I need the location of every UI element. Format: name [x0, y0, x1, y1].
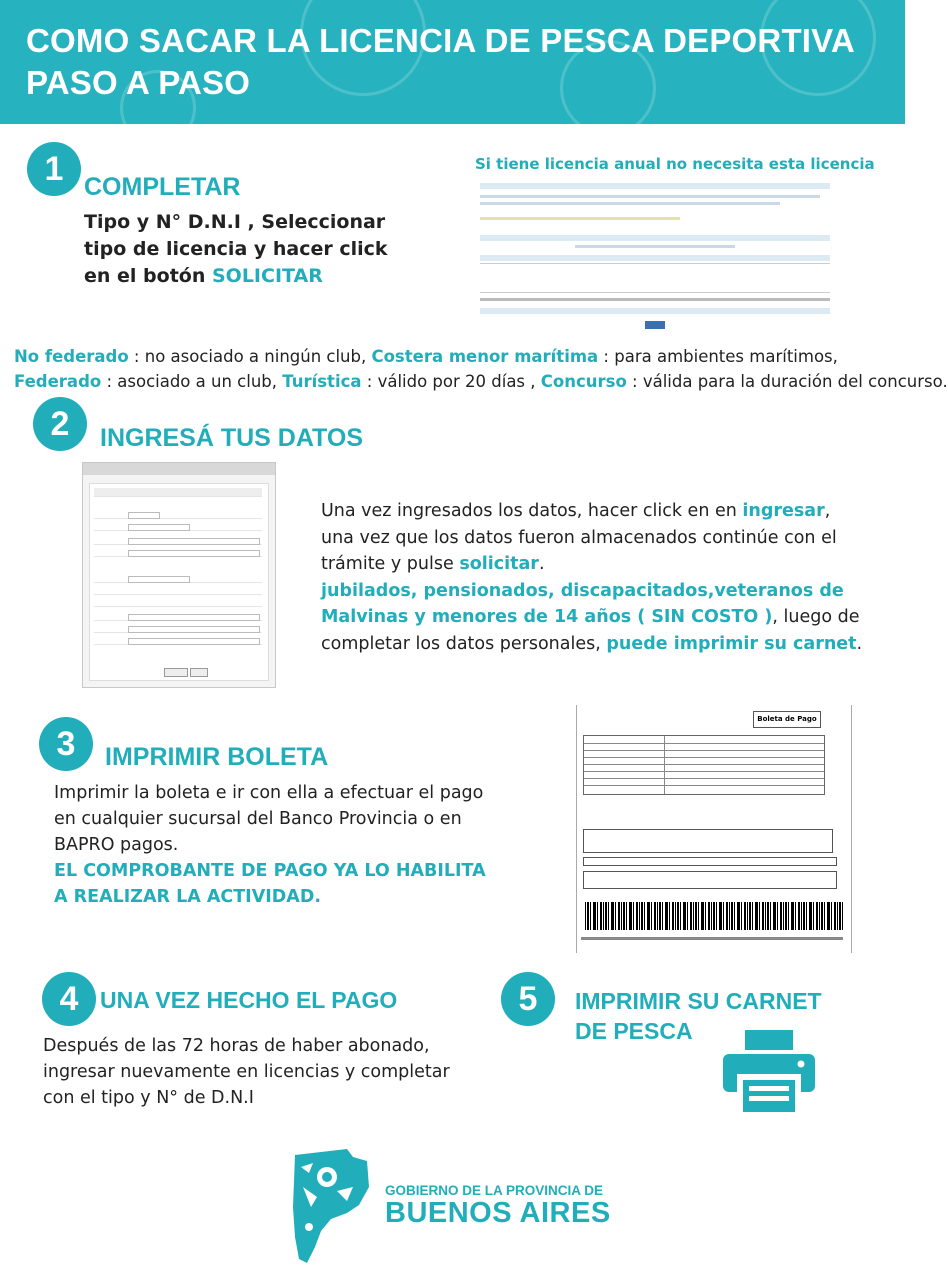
barcode-bar	[626, 902, 627, 930]
license-table-header	[480, 263, 830, 293]
barcode-bar	[816, 902, 818, 930]
step-4-line: con el tipo y N° de D.N.I	[43, 1088, 254, 1108]
barcode-bar	[693, 902, 694, 930]
step-3-badge: 3	[39, 717, 93, 771]
receipt-code-box	[583, 829, 833, 853]
type-desc: : válida para la duración del concurso.	[626, 372, 948, 391]
barcode-bar	[723, 902, 724, 930]
form-row	[94, 598, 262, 607]
ingresar-highlight: ingresar	[742, 501, 825, 521]
barcode-bar	[762, 902, 764, 930]
license-form-screenshot	[475, 155, 875, 335]
step-5-title-line: IMPRIMIR SU CARNET	[575, 988, 822, 1014]
personal-data-form-screenshot	[82, 462, 276, 688]
license-table-row	[480, 298, 830, 301]
barcode-bar	[785, 902, 787, 930]
barcode-bar	[665, 902, 668, 930]
step-4-badge: 4	[42, 972, 96, 1026]
barcode-bar	[657, 902, 658, 930]
barcode-bar	[672, 902, 674, 930]
barcode-bar	[752, 902, 753, 930]
barcode-bar	[644, 902, 645, 930]
barcode-bar	[677, 902, 679, 930]
barcode-bar	[839, 902, 841, 930]
barcode-bar	[695, 902, 697, 930]
table-line	[584, 785, 824, 786]
barcode-bar	[611, 902, 614, 930]
barcode-bar	[701, 902, 704, 930]
barcode-bar	[759, 902, 760, 930]
barcode-bar	[821, 902, 823, 930]
step-2-line	[321, 551, 862, 578]
barcode-bar	[636, 902, 638, 930]
text: ,	[824, 501, 831, 521]
barcode-bar	[777, 902, 778, 930]
step-1-title: COMPLETAR	[84, 173, 241, 201]
step-4-line: Después de las 72 horas de haber abonado,	[43, 1036, 430, 1056]
barcode-bar	[716, 902, 717, 930]
barcode-bar	[647, 902, 650, 930]
step-2-line	[321, 604, 862, 631]
barcode-bar	[713, 902, 715, 930]
step-4-line: ingresar nuevamente en licencias y completar	[43, 1062, 450, 1082]
barcode-bar	[741, 902, 742, 930]
barcode-bar	[669, 902, 670, 930]
form-field[interactable]	[128, 576, 190, 583]
barcode-bar	[801, 902, 802, 930]
barcode-bar	[791, 902, 794, 930]
step-3-text	[54, 780, 486, 910]
barcode-bar	[813, 902, 814, 930]
barcode-bar	[798, 902, 800, 930]
type-label: Federado	[14, 372, 102, 391]
text: completar los datos personales,	[321, 633, 607, 654]
step-3-line: en cualquier sucursal del Banco Provincia o en	[54, 809, 462, 829]
step-3-line: BAPRO pagos.	[54, 835, 179, 855]
step-3-title: IMPRIMIR BOLETA	[105, 743, 329, 771]
step-2-line	[321, 498, 862, 525]
free-categories: jubilados, pensionados, discapacitados,veteranos de	[321, 580, 844, 601]
printer-icon	[723, 1030, 815, 1112]
barcode-bar	[803, 902, 805, 930]
step-1-text	[84, 209, 388, 290]
barcode-bar	[744, 902, 746, 930]
barcode-bar	[734, 902, 735, 930]
text: en el botón	[84, 265, 212, 287]
receipt-title: Boleta de Pago	[753, 711, 821, 728]
step-1-line	[84, 263, 388, 290]
step-1-line: Tipo y N° D.N.I , Seleccionar	[84, 211, 386, 233]
barcode-bar	[737, 902, 740, 930]
barcode-bar	[600, 902, 602, 930]
barcode-bar	[675, 902, 676, 930]
barcode-bar	[726, 902, 728, 930]
barcode-bar	[831, 902, 832, 930]
barcode-bar	[765, 902, 766, 930]
table-line	[584, 757, 824, 758]
table-line	[664, 736, 665, 794]
barcode-bar	[795, 902, 796, 930]
barcode-bar	[834, 902, 836, 930]
barcode-bar	[708, 902, 710, 930]
barcode-bar	[729, 902, 730, 930]
step-2-badge: 2	[33, 397, 87, 451]
barcode-bar	[621, 902, 622, 930]
barcode-bar	[633, 902, 634, 930]
barcode-bar	[842, 902, 843, 930]
text: .	[538, 554, 545, 574]
barcode-bar	[683, 902, 686, 930]
barcode-bar	[705, 902, 706, 930]
barcode-bar	[615, 902, 616, 930]
form-field[interactable]	[128, 524, 190, 531]
barcode-bar	[659, 902, 661, 930]
type-label: Turística	[282, 372, 362, 391]
text: trámite y pulse	[321, 554, 460, 574]
barcode-bar	[590, 902, 591, 930]
receipt-footer	[581, 937, 843, 940]
logo-province-name: BUENOS AIRES	[385, 1197, 611, 1229]
table-line	[584, 771, 824, 772]
print-carnet-highlight: puede imprimir su carnet	[606, 633, 857, 654]
barcode-bar	[809, 902, 812, 930]
barcode-bar	[623, 902, 625, 930]
solicitar-highlight: solicitar	[459, 554, 539, 574]
form-window-title	[83, 463, 275, 475]
license-table-row	[480, 308, 830, 314]
barcode-bar	[608, 902, 609, 930]
type-desc: : válido por 20 días ,	[361, 372, 541, 391]
form-row	[94, 586, 262, 595]
step-4-title: UNA VEZ HECHO EL PAGO	[100, 987, 398, 1013]
step-3-line: Imprimir la boleta e ir con ella a efectuar el pago	[54, 783, 484, 803]
step-1-line: tipo de licencia y hacer click	[84, 238, 388, 260]
step-5-title-line: DE PESCA	[575, 1018, 693, 1044]
barcode-bar	[819, 902, 820, 930]
barcode-bar	[731, 902, 733, 930]
barcode-bar	[788, 902, 789, 930]
form-field[interactable]	[128, 638, 260, 645]
barcode-bar	[654, 902, 656, 930]
form-row	[480, 195, 820, 198]
barcode-bar	[603, 902, 604, 930]
receipt-note	[583, 857, 837, 866]
barcode-bar	[587, 902, 589, 930]
barcode-bar	[687, 902, 688, 930]
receipt-notice	[583, 871, 837, 889]
step-2-title: INGRESÁ TUS DATOS	[100, 424, 363, 452]
type-desc: : asociado a un club,	[101, 372, 283, 391]
page-subtitle: PASO A PASO	[26, 64, 251, 101]
barcode-bar	[597, 902, 598, 930]
step-2-line	[321, 631, 862, 658]
buenos-aires-province-map-logo	[287, 1147, 372, 1265]
table-line	[584, 743, 824, 744]
barcode-bar	[824, 902, 825, 930]
type-label: No federado	[14, 347, 129, 366]
barcode-bar	[585, 902, 586, 930]
ingresar-button[interactable]	[164, 668, 188, 677]
payment-receipt-screenshot	[576, 705, 852, 953]
barcode-bar	[680, 902, 681, 930]
table-line	[584, 764, 824, 765]
types-line-1	[14, 344, 948, 369]
barcode-bar	[629, 902, 632, 930]
barcode-bar	[641, 902, 643, 930]
step-5-badge: 5	[501, 972, 555, 1026]
barcode	[585, 902, 843, 930]
barcode-bar	[837, 902, 838, 930]
step-1-badge: 1	[27, 142, 81, 196]
barcode-bar	[719, 902, 722, 930]
table-line	[584, 778, 824, 779]
table-line	[584, 750, 824, 751]
barcode-bar	[755, 902, 758, 930]
form-field[interactable]	[128, 626, 260, 633]
license-types	[14, 344, 948, 394]
text: , luego de	[772, 607, 860, 627]
type-desc: : para ambientes marítimos,	[598, 347, 838, 366]
form-field[interactable]	[128, 614, 260, 621]
form-field[interactable]	[128, 512, 160, 519]
barcode-bar	[711, 902, 712, 930]
barcode-bar	[662, 902, 663, 930]
type-label: Concurso	[540, 372, 627, 391]
free-categories: Malvinas y menores de 14 años ( SIN COSTO )	[321, 607, 773, 627]
barcode-bar	[780, 902, 782, 930]
barcode-bar	[618, 902, 620, 930]
barcode-bar	[770, 902, 771, 930]
form-row	[480, 183, 830, 189]
form-row	[480, 202, 780, 205]
barcode-bar	[747, 902, 748, 930]
text: Una vez ingresados los datos, hacer click en en	[321, 501, 743, 521]
barcode-bar	[827, 902, 830, 930]
step-3-highlight: A REALIZAR LA ACTIVIDAD.	[54, 887, 321, 907]
barcode-bar	[698, 902, 699, 930]
form-row	[94, 488, 262, 497]
form-row	[94, 510, 262, 519]
header-banner	[0, 0, 905, 124]
form-row	[480, 217, 680, 220]
step-3-highlight: EL COMPROBANTE DE PAGO YA LO HABILITA	[54, 861, 486, 881]
step-4-text	[43, 1033, 450, 1111]
form-row	[575, 245, 735, 248]
salir-button[interactable]	[190, 668, 208, 677]
type-desc: : no asociado a ningún club,	[128, 347, 372, 366]
barcode-bar	[605, 902, 607, 930]
form-row	[480, 235, 830, 241]
screenshot-caption: Si tiene licencia anual no necesita esta licencia	[475, 155, 875, 173]
barcode-bar	[806, 902, 807, 930]
receipt-table	[583, 735, 825, 795]
type-label: Costera menor marítima	[371, 347, 599, 366]
form-panel	[89, 483, 269, 681]
step-2-line: una vez que los datos fueron almacenados continúe con el	[321, 527, 837, 548]
form-field[interactable]	[128, 550, 260, 557]
barcode-bar	[690, 902, 692, 930]
solicitar-button[interactable]	[645, 321, 665, 329]
barcode-bar	[783, 902, 784, 930]
barcode-bar	[651, 902, 652, 930]
step-2-text	[321, 498, 862, 657]
form-field[interactable]	[128, 538, 260, 545]
barcode-bar	[767, 902, 769, 930]
types-line-2	[14, 369, 948, 394]
barcode-bar	[593, 902, 596, 930]
solicitar-highlight: SOLICITAR	[211, 265, 323, 287]
barcode-bar	[773, 902, 776, 930]
form-row	[480, 255, 830, 261]
logo-gov-text: GOBIERNO DE LA PROVINCIA DE	[385, 1183, 604, 1198]
page-title: COMO SACAR LA LICENCIA DE PESCA DEPORTIVA	[26, 22, 855, 59]
barcode-bar	[639, 902, 640, 930]
text: .	[856, 633, 863, 654]
barcode-bar	[749, 902, 751, 930]
